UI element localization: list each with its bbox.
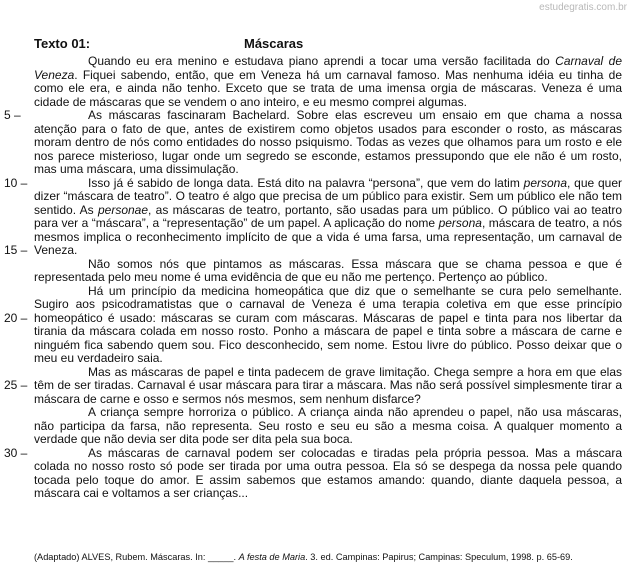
text-run: As máscaras de carnaval podem ser colocadas e tiradas pela própria pessoa. Mas a máscara colada no nosso rosto só pode ser tirada por uma outra pessoa. Ela só se despega da nossa pele quando tocada pelo toque do amor. E assim sabemos que estamos amando: quando, diante daquela pessoa, a máscara cai e voltamos a ser crianças... (34, 445, 622, 500)
source-citation (34, 552, 629, 562)
line-number: 25 – (4, 378, 28, 392)
text-run: , as máscaras de teatro, portanto, são usadas para um público. O público vai ao teatro para ver a “máscara”, a “representação” de um papel. A aplicação do nome (34, 202, 623, 230)
site-watermark: estudegratis.com.br (539, 2, 627, 13)
text-run: . Fiquei sabendo, então, que em Veneza há um carnaval famoso. Mas nenhuma idéia eu tinha de como ele era, e ainda não tenho. Exceto que se trata de uma imensa orgia de máscaras. Veneza é uma cidade de máscaras que se vendem o ano inteiro, e eu mesmo comprei algumas. (34, 67, 622, 109)
paragraph (34, 258, 622, 285)
line-number: 20 – (4, 310, 28, 325)
citation-text: (Adaptado) ALVES, Rubem. Máscaras. In: _____. (34, 552, 239, 562)
paragraph (34, 109, 622, 177)
text-run: , máscara de teatro, a nós mesmos implica o reconhecimento implícito de que a vida é uma farsa, uma representação, um carnaval de Veneza. (34, 216, 623, 257)
italic-text: persona (523, 175, 568, 190)
text-body (34, 55, 622, 501)
text-run: Isso já é sabido de longa data. Está dito na palavra “persona”, que vem do latim (88, 175, 524, 190)
line-number: 10 – (4, 175, 28, 190)
line-number: 30 – (4, 445, 28, 460)
text-title: Máscaras (244, 36, 304, 51)
paragraph (34, 366, 622, 407)
citation-text: . 3. ed. Campinas: Papirus; Campinas: Speculum, 1998. p. 65-69. (305, 552, 573, 562)
paragraph (34, 447, 622, 501)
italic-text: personae (97, 202, 149, 217)
text-run: A criança sempre horroriza o público. A criança ainda não aprendeu o papel, não usa máscaras, não participa da farsa, não representa. Seu rosto e seu eu são a mesma coisa. A qualquer momento a verdade que não devia ser dita pode ser dita pela sua boca. (34, 405, 622, 446)
text-header (34, 36, 624, 54)
paragraph (34, 285, 622, 366)
paragraph (34, 406, 622, 447)
text-run: Quando eu era menino e estudava piano aprendi a tocar uma versão facilitada do (88, 54, 556, 68)
text-run: Mas as máscaras de papel e tinta padecem de grave limitação. Chega sempre a hora em que elas têm de ser tiradas. Carnaval é usar máscara para tirar a máscara. Mas não será possível simplesmente tirar a máscara de carne e osso e sermos nós mesmos, sem nenhum disfarce? (34, 364, 622, 406)
line-number: 5 – (4, 108, 21, 122)
citation-title: A festa de Maria (238, 552, 306, 562)
italic-text: persona (438, 216, 482, 230)
text-run: , que quer dizer “máscara de teatro”. O teatro é algo que precisa de um público para existir. Sem um público ele não tem sentido. As (34, 175, 622, 217)
paragraph (34, 55, 622, 109)
text-run: Há um princípio da medicina homeopática que diz que o semelhante se cura pelo semelhante. Sugiro aos psicodramatistas que o carnaval de Veneza é uma terapia coletiva em que esse princípio homeopático é usado: máscaras se curam com máscaras. Máscaras de papel e tinta para nos libertar da tirania da máscara colada em nosso rosto. Ponho a máscara de papel e tinta sobre a máscara de carne e ninguém fica sabendo quem sou. Fico desconhecido, sem nome. Estou livre do público. Posso deixar que o meu eu verdadeiro saia. (34, 283, 622, 365)
italic-text: Carnaval de Veneza (34, 54, 622, 82)
text-label: Texto 01: (34, 36, 91, 51)
line-number: 15 – (4, 243, 28, 257)
paragraph (34, 177, 622, 258)
text-run: Não somos nós que pintamos as máscaras. Essa máscara que se chama pessoa e que é representada pelo meu nome é uma evidência de que eu não me pertenço. Pertenço ao público. (34, 256, 622, 284)
text-run: As máscaras fascinaram Bachelard. Sobre elas escreveu um ensaio em que chama a nossa atenção para o fato de que, antes de existirem como objetos usados para esconder o rosto, as máscaras moram dentro de nós como entidades do nosso psiquismo. Todas as vezes que olhamos para um rosto e ele nos parece misterioso, lugar onde um segredo se esconde, estamos pressupondo que ele não é um rosto, mas uma máscara, uma dissimulação. (34, 108, 622, 176)
